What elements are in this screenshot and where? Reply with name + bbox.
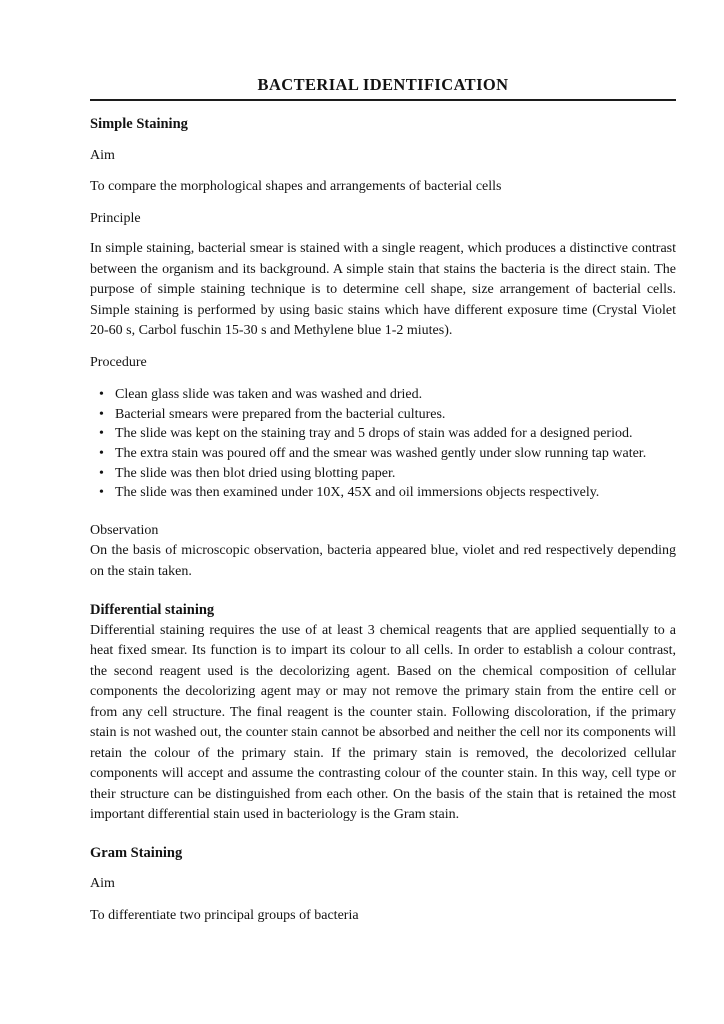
- procedure-step: • Clean glass slide was taken and was washed and dried.: [90, 385, 676, 405]
- simple-staining-procedure-label: Procedure: [90, 354, 147, 370]
- procedure-list: [90, 385, 676, 503]
- gram-staining-aim-text: To differentiate two principal groups of bacteria: [90, 907, 359, 923]
- procedure-step: • The slide was then blot dried using blotting paper.: [90, 464, 676, 484]
- procedure-step: • Bacterial smears were prepared from the bacterial cultures.: [90, 405, 676, 425]
- heading-gram-staining: Gram Staining: [90, 844, 183, 861]
- title-block: [90, 76, 676, 101]
- gram-staining-aim-label: Aim: [90, 876, 115, 892]
- page-title: BACTERIAL IDENTIFICATION: [257, 75, 509, 94]
- simple-staining-principle-text: In simple staining, bacterial smear is stained with a single reagent, which produces a distinctive contrast between the organism and its background. A simple stain that stains the bacteria is the direct stain. The purpose of simple staining technique is to determine cell shape, size arrangement of bacterial cells. Simple staining is performed by using basic stains which have different exposure time (Crystal Violet 20-60 s, Carbol fuschin 15-30 s and Methylene blue 1-2 miutes).: [90, 241, 676, 339]
- differential-staining-text: Differential staining requires the use of at least 3 chemical reagents that are applied sequentially to a heat fixed smear. Its function is to impart its colour to all cells. In order to establish a colour contrast, the second reagent used is the decolorizing agent. Based on the chemical composition of cellular components the decolorizing agent may or may not remove the primary stain from the entire cell or from any cell structure. The final reagent is the counter stain. Following discoloration, if the primary stain is not washed out, the counter stain cannot be absorbed and neither the cell nor its components will retain the colour of the primary stain. If the primary stain is removed, the decolorized cellular components will accept and assume the contrasting colour of the counter stain. In this way, cell type or their structure can be distinguished from each other. On the basis of the stain that is retained the most important differential stain used in bacteriology is the Gram stain.: [90, 622, 676, 823]
- procedure-step: • The slide was kept on the staining tray and 5 drops of stain was added for a designed period.: [90, 424, 676, 444]
- simple-staining-aim-text: To compare the morphological shapes and arrangements of bacterial cells: [90, 179, 502, 195]
- simple-staining-principle-label: Principle: [90, 210, 141, 226]
- document-content: [90, 114, 676, 926]
- procedure-step: • The slide was then examined under 10X, 45X and oil immersions objects respectively.: [90, 483, 676, 503]
- heading-simple-staining: Simple Staining: [90, 116, 188, 133]
- simple-staining-aim-label: Aim: [90, 147, 115, 163]
- observation-block: [90, 521, 676, 583]
- observation-label: Observation: [90, 522, 159, 538]
- differential-staining-block: [90, 600, 676, 826]
- procedure-step: • The extra stain was poured off and the smear was washed gently under slow running tap water.: [90, 444, 676, 464]
- observation-text: On the basis of microscopic observation, bacteria appeared blue, violet and red respectively depending on the stain taken.: [90, 543, 676, 579]
- heading-differential-staining: Differential staining: [90, 602, 215, 619]
